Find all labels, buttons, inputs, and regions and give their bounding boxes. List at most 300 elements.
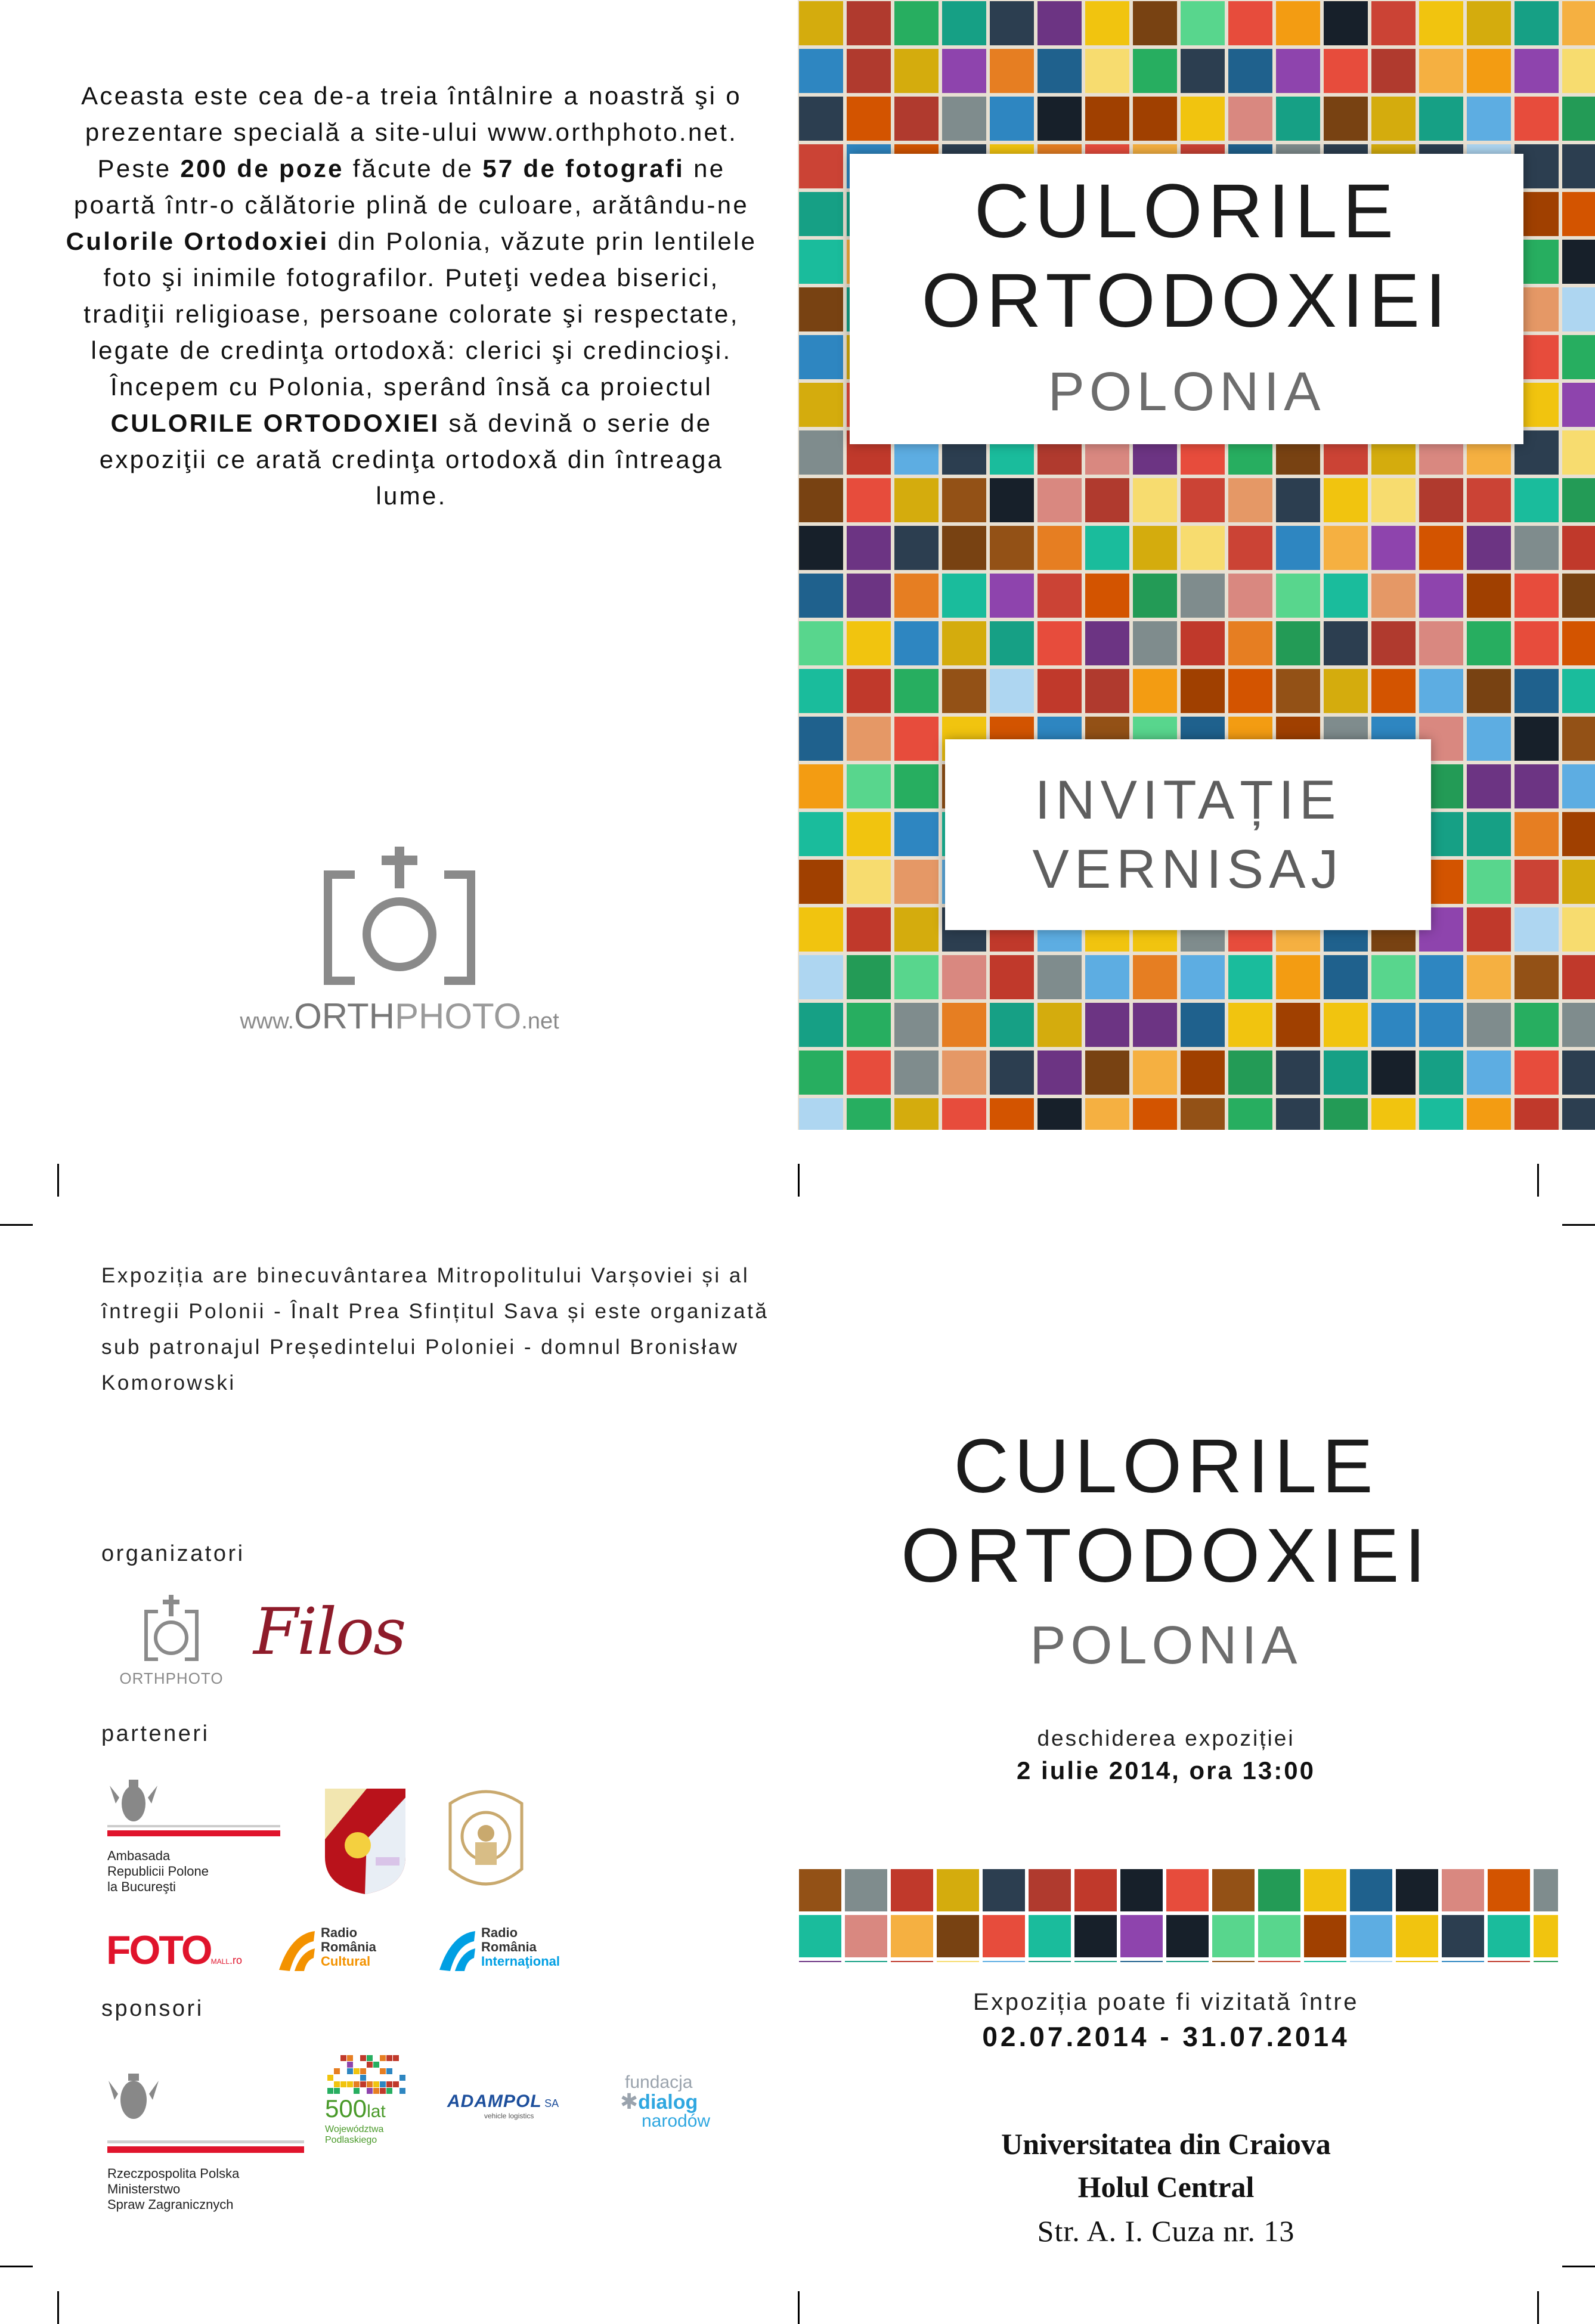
pixel-tile — [367, 2088, 373, 2094]
radio1-line3: Cultural — [321, 1954, 371, 1969]
pixel-tile — [386, 2068, 392, 2074]
mosaic-tile — [1467, 717, 1511, 761]
mosaic-tile — [1228, 1051, 1272, 1095]
mosaic-strip-grid — [798, 1868, 1558, 1962]
logo-prefix: www. — [240, 1009, 295, 1034]
crop-mark — [798, 2291, 800, 2324]
mosaic-tile — [799, 1098, 843, 1130]
mosaic-tile — [1562, 335, 1595, 379]
mosaic-tile — [1133, 621, 1177, 665]
orthphoto-small-logo — [116, 1589, 227, 1693]
mosaic-tile — [1085, 1003, 1129, 1047]
mosaic-tile — [1562, 49, 1595, 93]
mosaic-tile — [1562, 430, 1595, 475]
mosaic-tile — [1085, 478, 1129, 522]
mosaic-tile — [1228, 621, 1272, 665]
mosaic-tile — [1276, 1003, 1320, 1047]
venue-address: Str. A. I. Cuza nr. 13 — [1037, 2214, 1295, 2248]
mosaic-tile — [1181, 621, 1225, 665]
radio1-line2: România — [321, 1939, 376, 1954]
mosaic-tile — [1371, 526, 1416, 570]
mosaic-tile — [1166, 1961, 1209, 1962]
mosaic-tile — [1534, 1961, 1558, 1962]
mosaic-tile — [1258, 1961, 1300, 1962]
mosaic-tile — [1324, 1003, 1368, 1047]
mosaic-tile — [983, 1869, 1025, 1911]
mosaic-tile — [1181, 669, 1225, 713]
mosaic-tile — [1212, 1869, 1255, 1911]
mosaic-tile — [1515, 49, 1559, 93]
mosaic-tile — [1467, 955, 1511, 999]
mosaic-tile — [1037, 669, 1082, 713]
mosaic-tile — [1562, 192, 1595, 236]
mosaic-tile — [847, 860, 891, 904]
mosaic-tile — [1562, 669, 1595, 713]
lat500-number: 500 — [325, 2094, 367, 2122]
radio-romania-cultural-logo — [273, 1925, 404, 1978]
mosaic-tile — [990, 1003, 1034, 1047]
mosaic-tile — [799, 383, 843, 427]
logo-suffix: .net — [521, 1009, 559, 1034]
pixel-tile — [373, 2088, 379, 2094]
mosaic-tile — [799, 621, 843, 665]
mosaic-tile — [1467, 860, 1511, 904]
mosaic-tile — [845, 1915, 887, 1957]
radio-wave-icon — [433, 1928, 478, 1976]
mosaic-tile — [1324, 1051, 1368, 1095]
mosaic-tile — [1515, 1, 1559, 45]
mosaic-tile — [942, 621, 986, 665]
mosaic-tile — [1304, 1961, 1346, 1962]
mosaic-tile — [990, 49, 1034, 93]
filos-logo: Filos — [253, 1595, 405, 1669]
crop-mark — [1537, 1164, 1539, 1197]
mosaic-tile — [1396, 1915, 1438, 1957]
pixel-tile — [393, 2055, 399, 2061]
pixel-tile — [386, 2055, 392, 2061]
mosaic-tile — [1442, 1869, 1484, 1911]
mosaic-tile — [1181, 1003, 1225, 1047]
mosaic-strip — [798, 1868, 1558, 1962]
mosaic-tile — [983, 1961, 1025, 1962]
pixel-tile — [327, 2088, 333, 2094]
mosaic-tile — [1419, 49, 1463, 93]
mosaic-tile — [983, 1915, 1025, 1957]
mosaic-tile — [1276, 49, 1320, 93]
mosaic-tile — [799, 1, 843, 45]
mosaic-tile — [1181, 49, 1225, 93]
mosaic-tile — [845, 1961, 887, 1962]
mosaic-tile — [847, 717, 891, 761]
mosaic-tile — [1562, 478, 1595, 522]
mosaic-tile — [1133, 526, 1177, 570]
mosaic-tile — [1534, 1869, 1558, 1911]
pixel-tile — [373, 2081, 379, 2087]
mosaic-tile — [894, 97, 939, 141]
mosaic-tile — [894, 526, 939, 570]
mosaic-tile — [1467, 1003, 1511, 1047]
500-lat-logo — [325, 2054, 414, 2155]
mosaic-tile — [1467, 526, 1511, 570]
mosaic-tile — [942, 574, 986, 618]
mosaic-tile — [942, 1098, 986, 1130]
mosaic-tile — [1562, 717, 1595, 761]
mosaic-tile — [894, 621, 939, 665]
adampol-logo — [447, 2091, 602, 2127]
cover-title-panel — [850, 154, 1523, 444]
ministry-line1: Rzeczpospolita Polska — [107, 2166, 240, 2181]
radio2-line2: România — [481, 1939, 537, 1954]
cover-title-line1: CULORILE — [974, 169, 1399, 254]
mosaic-tile — [1324, 478, 1368, 522]
mosaic-tile — [1396, 1869, 1438, 1911]
mosaic-tile — [1120, 1869, 1163, 1911]
mosaic-tile — [1166, 1869, 1209, 1911]
mosaic-tile — [1562, 764, 1595, 808]
ministry-line2: Ministerstwo — [107, 2182, 181, 2196]
pixel-tile — [380, 2088, 386, 2094]
pixel-tile — [354, 2068, 360, 2074]
mosaic-tile — [990, 621, 1034, 665]
mosaic-tile — [894, 955, 939, 999]
mosaic-tile — [1037, 1003, 1082, 1047]
venue-info — [798, 2122, 1534, 2254]
mosaic-tile — [990, 955, 1034, 999]
mosaic-tile — [1467, 1051, 1511, 1095]
mosaic-tile — [937, 1869, 979, 1911]
venue-name: Universitatea din Craiova — [1001, 2127, 1331, 2161]
mosaic-tile — [799, 1003, 843, 1047]
mosaic-tile — [1181, 1051, 1225, 1095]
mosaic-tile — [1085, 49, 1129, 93]
radio2-line3: Internaţional — [481, 1954, 560, 1969]
mosaic-tile — [1276, 669, 1320, 713]
pixel-tile — [334, 2088, 340, 2094]
mosaic-tile — [1419, 1051, 1463, 1095]
event-title-block — [798, 1422, 1534, 1684]
pixel-tile — [354, 2088, 360, 2094]
mosaic-tile — [1276, 1, 1320, 45]
embassy-logo — [107, 1774, 286, 1899]
pixel-tile — [327, 2075, 333, 2081]
mosaic-tile — [1515, 526, 1559, 570]
mosaic-tile — [1371, 955, 1416, 999]
mosaic-tile — [1276, 478, 1320, 522]
mosaic-tile — [894, 764, 939, 808]
mosaic-tile — [1074, 1961, 1117, 1962]
mosaic-tile — [1562, 907, 1595, 952]
mosaic-tile — [799, 478, 843, 522]
mosaic-tile — [1419, 1003, 1463, 1047]
embassy-line2: Republicii Polone — [107, 1864, 209, 1879]
mosaic-tile — [1562, 383, 1595, 427]
mosaic-tile — [1467, 812, 1511, 856]
mosaic-tile — [799, 526, 843, 570]
mosaic-tile — [942, 526, 986, 570]
mosaic-tile — [942, 669, 986, 713]
mosaic-tile — [894, 1, 939, 45]
pixel-tile — [347, 2062, 353, 2068]
mosaic-tile — [1562, 1051, 1595, 1095]
mosaic-tile — [799, 669, 843, 713]
mosaic-tile — [1228, 478, 1272, 522]
fundacja-line2: dialog — [638, 2091, 698, 2114]
mosaic-tile — [1228, 574, 1272, 618]
mosaic-tile — [1467, 621, 1511, 665]
mosaic-tile — [1467, 907, 1511, 952]
mosaic-tile — [799, 430, 843, 475]
mosaic-tile — [1488, 1915, 1530, 1957]
invite-panel — [945, 739, 1431, 930]
pixel-tile — [386, 2081, 392, 2087]
shield-icon — [322, 1786, 408, 1896]
partners-label: parteneri — [101, 1721, 210, 1746]
mosaic-tile — [942, 1051, 986, 1095]
mosaic-tile — [894, 49, 939, 93]
mosaic-tile — [1562, 240, 1595, 284]
mosaic-tile — [1037, 49, 1082, 93]
mosaic-tile — [990, 1, 1034, 45]
mosaic-tile — [990, 478, 1034, 522]
pixel-tile — [334, 2081, 340, 2087]
adampol-sub-text: vehicle logistics — [484, 2112, 534, 2120]
mosaic-tile — [1228, 1098, 1272, 1130]
mosaic-tile — [1419, 526, 1463, 570]
mosaic-tile — [942, 478, 986, 522]
mosaic-tile — [1562, 621, 1595, 665]
mosaic-tile — [894, 669, 939, 713]
pixel-tile — [340, 2081, 346, 2087]
mosaic-tile — [1442, 1915, 1484, 1957]
mosaic-tile — [845, 1869, 887, 1911]
mosaic-tile — [847, 907, 891, 952]
pixel-tile — [373, 2062, 379, 2068]
pixel-tile — [334, 2068, 340, 2074]
mosaic-tile — [1562, 860, 1595, 904]
mosaic-tile — [1396, 1961, 1438, 1962]
mosaic-tile — [1133, 1098, 1177, 1130]
opening-label: deschiderea expoziției — [1037, 1726, 1295, 1750]
mosaic-tile — [1371, 49, 1416, 93]
organizers-label: organizatori — [101, 1541, 245, 1566]
mosaic-tile — [1037, 526, 1082, 570]
mosaic-tile — [1085, 97, 1129, 141]
mosaic-tile — [799, 812, 843, 856]
mosaic-tile — [847, 1051, 891, 1095]
mosaic-tile — [799, 144, 843, 188]
mosaic-tile — [847, 97, 891, 141]
mosaic-tile — [1324, 1, 1368, 45]
mosaic-tile — [1181, 97, 1225, 141]
mosaic-tile — [1276, 574, 1320, 618]
mosaic-tile — [1350, 1915, 1392, 1957]
crop-mark — [57, 2291, 59, 2324]
mosaic-tile — [1181, 1098, 1225, 1130]
mosaic-tile — [1371, 478, 1416, 522]
pixel-tile — [380, 2068, 386, 2074]
mosaic-tile — [799, 287, 843, 331]
mosaic-tile — [1037, 478, 1082, 522]
mosaic-tile — [1515, 97, 1559, 141]
mosaic-tile — [1181, 955, 1225, 999]
mosaic-tile — [1515, 907, 1559, 952]
mosaic-tile — [1371, 1, 1416, 45]
mosaic-tile — [1324, 1098, 1368, 1130]
mosaic-tile — [847, 669, 891, 713]
mosaic-tile — [1085, 1051, 1129, 1095]
mosaic-tile — [1166, 1915, 1209, 1957]
mosaic-tile — [1029, 1915, 1071, 1957]
pixel-tile — [347, 2081, 353, 2087]
mosaic-tile — [799, 860, 843, 904]
mosaic-tile — [799, 717, 843, 761]
pixel-tile — [367, 2081, 373, 2087]
event-subtitle: POLONIA — [1030, 1616, 1302, 1675]
mosaic-tile — [1228, 669, 1272, 713]
adampol-text: ADAMPOL — [447, 2091, 542, 2111]
lat500-line4: Podlaskiego — [325, 2135, 377, 2145]
mosaic-tile — [1085, 669, 1129, 713]
mosaic-tile — [847, 621, 891, 665]
mosaic-tile — [799, 1915, 841, 1957]
radio-romania-international-logo — [433, 1925, 589, 1978]
mosaic-tile — [1212, 1961, 1255, 1962]
mosaic-tile — [1419, 478, 1463, 522]
mosaic-tile — [1467, 478, 1511, 522]
mosaic-tile — [1276, 955, 1320, 999]
mosaic-tile — [1371, 574, 1416, 618]
mosaic-tile — [1562, 97, 1595, 141]
mosaic-tile — [847, 812, 891, 856]
mosaic-tile — [1133, 97, 1177, 141]
eagle-emblem-icon — [107, 1774, 286, 1845]
pixel-tile — [393, 2081, 399, 2087]
mosaic-tile — [1562, 955, 1595, 999]
mosaic-tile — [1562, 526, 1595, 570]
opening-date: 2 iulie 2014, ora 13:00 — [1017, 1756, 1315, 1784]
mosaic-tile — [894, 717, 939, 761]
mosaic-tile — [1324, 621, 1368, 665]
mosaic-tile — [1534, 1915, 1558, 1957]
mosaic-tile — [1371, 97, 1416, 141]
mosaic-tile — [799, 907, 843, 952]
mosaic-tile — [1228, 955, 1272, 999]
lat500-line3: Województwa — [325, 2124, 384, 2134]
adampol-sa-text: SA — [544, 2097, 559, 2109]
mosaic-tile — [1276, 1098, 1320, 1130]
mosaic-tile — [1324, 574, 1368, 618]
mosaic-tile — [1562, 812, 1595, 856]
lat500-lat: lat — [367, 2102, 386, 2121]
mosaic-tile — [1228, 97, 1272, 141]
radio1-line1: Radio — [321, 1925, 358, 1940]
crop-mark — [1537, 2291, 1539, 2324]
fundacja-line3: narodów — [642, 2111, 711, 2131]
mosaic-tile — [1515, 764, 1559, 808]
mosaic-tile — [1228, 1, 1272, 45]
pixel-bird-icon — [325, 2054, 414, 2096]
mosaic-tile — [1085, 1, 1129, 45]
event-title-line2: ORTODOXIEI — [901, 1513, 1431, 1598]
opening-info — [798, 1723, 1534, 1787]
venue-hall: Holul Central — [1077, 2170, 1255, 2204]
mosaic-tile — [937, 1961, 979, 1962]
mosaic-tile — [1037, 574, 1082, 618]
mosaic-tile — [891, 1915, 933, 1957]
foto-text: FOTO — [106, 1928, 211, 1973]
mosaic-tile — [1133, 669, 1177, 713]
mosaic-tile — [847, 478, 891, 522]
mosaic-tile — [1371, 1003, 1416, 1047]
pixel-tile — [340, 2055, 346, 2061]
mosaic-tile — [1371, 1098, 1416, 1130]
mosaic-tile — [799, 574, 843, 618]
ministry-logo — [107, 2069, 310, 2212]
crop-mark — [1562, 1224, 1595, 1226]
mosaic-tile — [1419, 621, 1463, 665]
seal-icon — [438, 1780, 534, 1899]
mosaic-tile — [942, 955, 986, 999]
crop-mark — [0, 2266, 33, 2267]
pixel-tile — [386, 2088, 392, 2094]
mosaic-tile — [990, 97, 1034, 141]
mosaic-tile — [1258, 1915, 1300, 1957]
mosaic-tile — [990, 1098, 1034, 1130]
mosaic-tile — [1467, 1098, 1511, 1130]
mosaic-tile — [1562, 144, 1595, 188]
mosaic-tile — [1324, 955, 1368, 999]
mosaic-tile — [894, 478, 939, 522]
fundacja-line1: fundacja — [625, 2072, 693, 2092]
mosaic-tile — [990, 526, 1034, 570]
mosaic-tile — [1562, 1098, 1595, 1130]
mosaic-tile — [1350, 1869, 1392, 1911]
mosaic-tile — [894, 1098, 939, 1130]
mosaic-tile — [894, 907, 939, 952]
coat-of-arms-logo — [322, 1786, 408, 1896]
mosaic-tile — [942, 1, 986, 45]
mosaic-tile — [1228, 526, 1272, 570]
mosaic-tile — [1029, 1961, 1071, 1962]
pixel-tile — [347, 2055, 353, 2061]
mosaic-tile — [1133, 49, 1177, 93]
mosaic-tile — [894, 812, 939, 856]
mosaic-tile — [847, 955, 891, 999]
mosaic-tile — [1515, 1051, 1559, 1095]
mosaic-tile — [1515, 860, 1559, 904]
logo-name-light: PHOTO — [395, 996, 522, 1036]
mosaic-tile — [1442, 1961, 1484, 1962]
mosaic-tile — [1133, 1051, 1177, 1095]
pixel-tile — [360, 2081, 366, 2087]
mosaic-tile — [1276, 97, 1320, 141]
mosaic-tile — [847, 526, 891, 570]
mosaic-tile — [894, 1051, 939, 1095]
invite-line2: VERNISAJ — [1032, 839, 1344, 900]
mosaic-tile — [1228, 49, 1272, 93]
mosaic-tile — [1037, 1051, 1082, 1095]
mosaic-tile — [1371, 621, 1416, 665]
mosaic-tile — [1276, 526, 1320, 570]
mosaic-tile — [937, 1915, 979, 1957]
visit-dates: 02.07.2014 - 31.07.2014 — [982, 2021, 1350, 2052]
mosaic-tile — [1515, 717, 1559, 761]
mosaic-tile — [847, 49, 891, 93]
mosaic-tile — [1133, 574, 1177, 618]
radio2-line1: Radio — [481, 1925, 518, 1940]
mosaic-tile — [1515, 478, 1559, 522]
orthphoto-logo — [221, 832, 578, 1034]
